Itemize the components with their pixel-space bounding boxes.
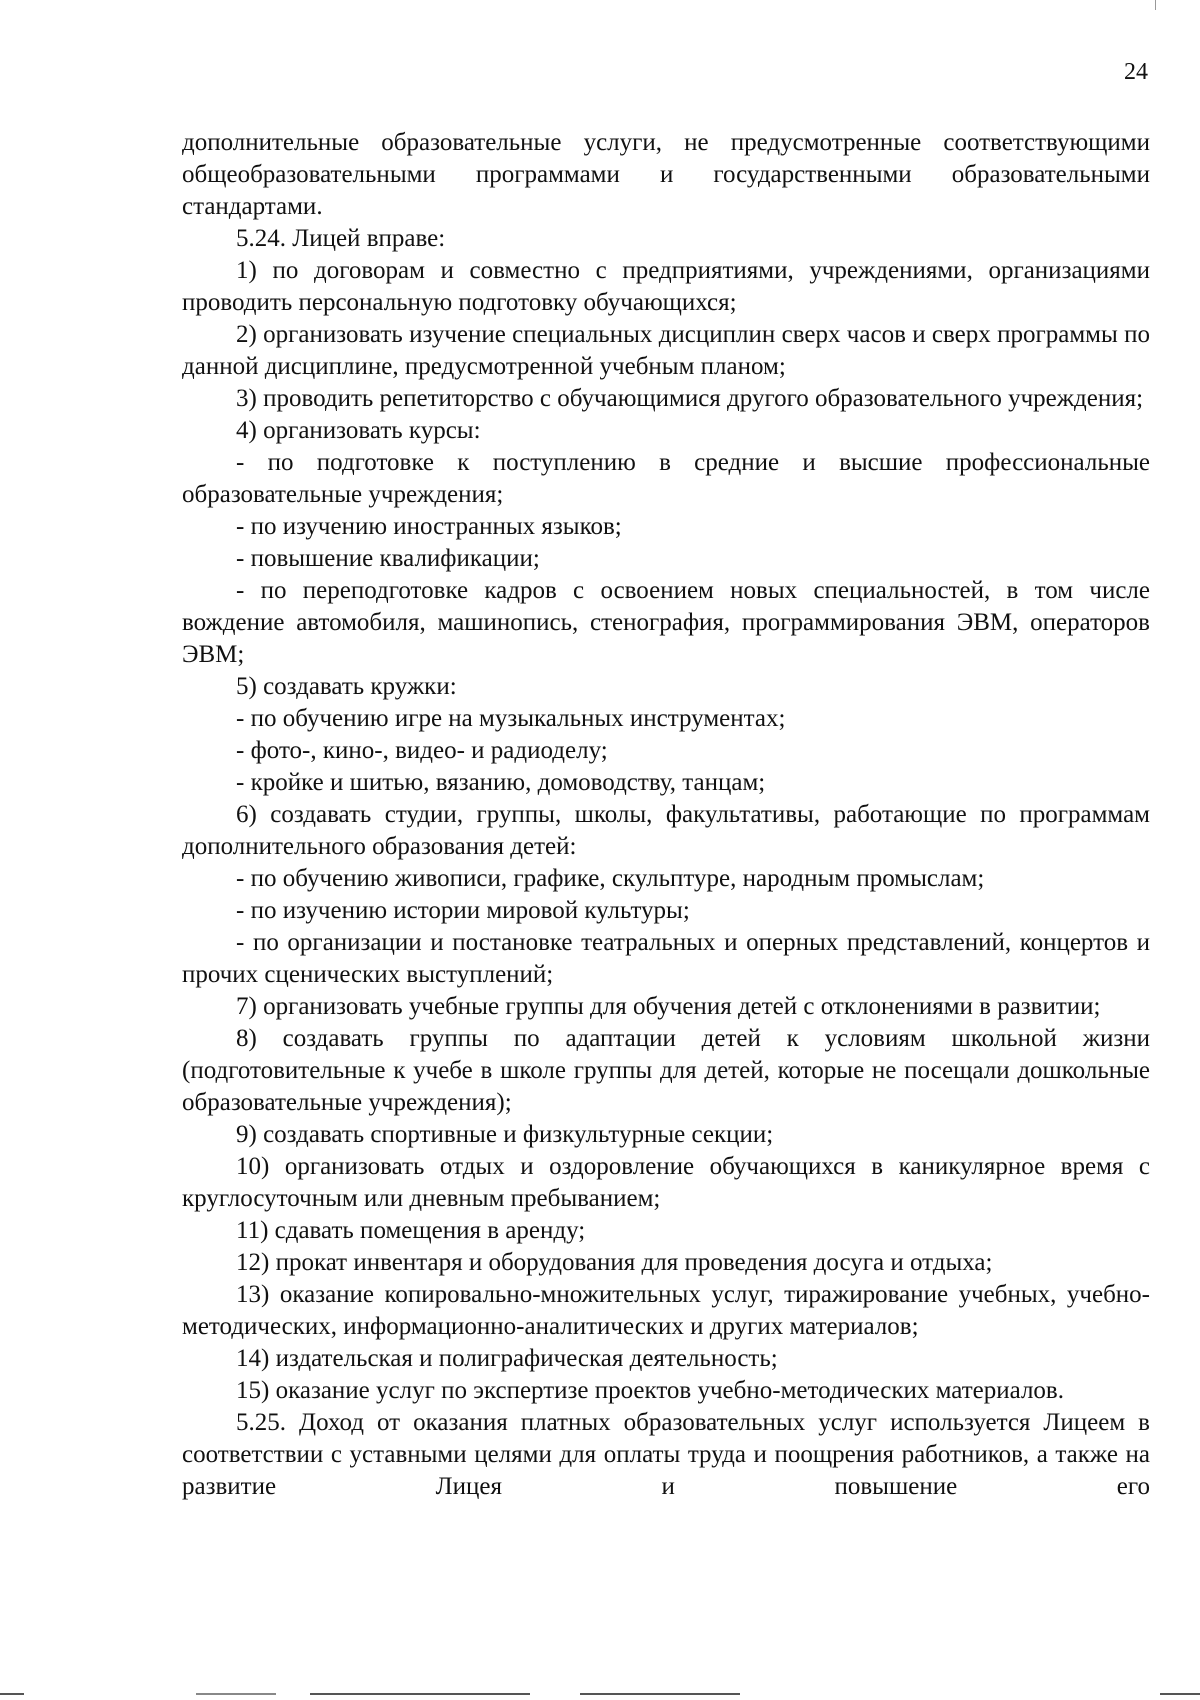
paragraph: 12) прокат инвентаря и оборудования для проведения досуга и отдыха; — [236, 1249, 993, 1276]
paragraph: 1) по договорам и совместно с предприятиями, учреждениями, организациями проводить персональную подготовку обучающихся; — [182, 257, 1150, 316]
paragraph: - повышение квалификации; — [236, 545, 540, 572]
paragraph: 7) организовать учебные группы для обучения детей с отклонениями в развитии; — [236, 993, 1101, 1020]
paragraph: 10) организовать отдых и оздоровление обучающихся в каникулярное время с круглосуточным или дневным пребыванием; — [182, 1153, 1150, 1212]
page-number: 24 — [1124, 59, 1148, 85]
paragraph: 13) оказание копировально-множительных услуг, тиражирование учебных, учебно-методических, информационно-аналитических и других материалов; — [182, 1281, 1150, 1340]
paragraph: 5) создавать кружки: — [236, 673, 457, 700]
paragraph: 15) оказание услуг по экспертизе проектов учебно-методических материалов. — [236, 1377, 1064, 1404]
scan-edge-line — [310, 1693, 530, 1695]
paragraph: - по организации и постановке театральных и оперных представлений, концертов и прочих сценических выступлений; — [182, 929, 1150, 988]
paragraph: - по обучению игре на музыкальных инструментах; — [236, 705, 786, 732]
paragraph: 8) создавать группы по адаптации детей к условиям школьной жизни (подготовительные к учебе в школе группы для детей, которые не посещали дошкольные образовательные учреждения); — [182, 1025, 1150, 1116]
paragraph: 14) издательская и полиграфическая деятельность; — [236, 1345, 778, 1372]
paragraph: 11) сдавать помещения в аренду; — [236, 1217, 586, 1244]
paragraph: 2) организовать изучение специальных дисциплин сверх часов и сверх программы по данной дисциплине, предусмотренной учебным планом; — [182, 321, 1150, 380]
paragraph: 3) проводить репетиторство с обучающимися другого образовательного учреждения; — [236, 385, 1144, 412]
scan-edge-mark — [1155, 0, 1156, 10]
paragraph: дополнительные образовательные услуги, не предусмотренные соответствующими общеобразовательными программами и государственными образовательными стандартами. — [182, 129, 1150, 220]
scan-edge-line — [0, 1693, 24, 1695]
paragraph: 6) создавать студии, группы, школы, факультативы, работающие по программам дополнительного образования детей: — [182, 801, 1150, 860]
document-body — [182, 127, 1150, 1503]
scan-edge-line — [196, 1693, 276, 1695]
scan-edge-line — [580, 1693, 740, 1695]
paragraph: - по подготовке к поступлению в средние и высшие профессиональные образовательные учреждения; — [182, 449, 1150, 508]
paragraph: 4) организовать курсы: — [236, 417, 481, 444]
paragraph: - по изучению иностранных языков; — [236, 513, 622, 540]
paragraph: 5.25. Доход от оказания платных образовательных услуг используется Лицеем в соответствии с уставными целями для оплаты труда и поощрения работников, а также на развитие Лицея и повышение его — [182, 1409, 1150, 1500]
paragraph: 9) создавать спортивные и физкультурные секции; — [236, 1121, 774, 1148]
scan-edge-line — [1160, 1693, 1200, 1695]
paragraph: - по переподготовке кадров с освоением новых специальностей, в том числе вождение автомобиля, машинопись, стенография, программирования ЭВМ, операторов ЭВМ; — [182, 577, 1150, 668]
paragraph: - по обучению живописи, графике, скульптуре, народным промыслам; — [236, 865, 985, 892]
paragraph: - по изучению истории мировой культуры; — [236, 897, 690, 924]
paragraph: - фото-, кино-, видео- и радиоделу; — [236, 737, 608, 764]
paragraph: 5.24. Лицей вправе: — [236, 225, 446, 252]
paragraph: - кройке и шитью, вязанию, домоводству, танцам; — [236, 769, 766, 796]
